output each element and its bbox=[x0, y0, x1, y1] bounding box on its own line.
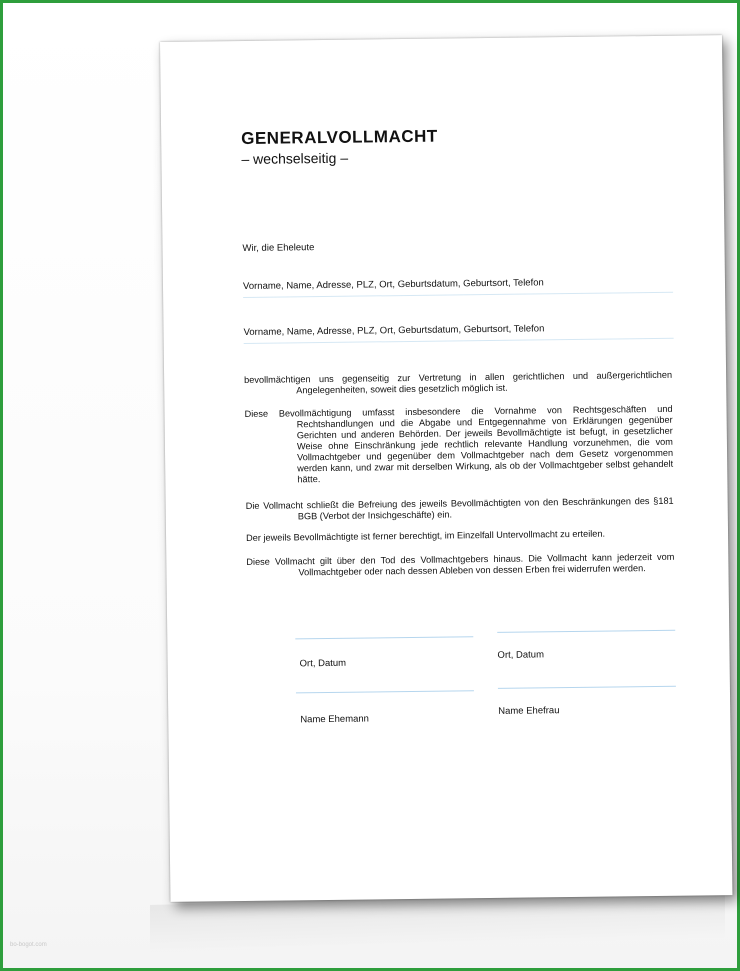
person-field-2-label: Vorname, Name, Adresse, PLZ, Ort, Geburtsdatum, Geburtsort, Telefon bbox=[243, 323, 545, 339]
husband-name-label: Name Ehemann bbox=[300, 713, 370, 726]
watermark-text: bo-bogot.com bbox=[10, 942, 47, 948]
left-name-signature-line bbox=[296, 690, 474, 693]
intro-text: Wir, die Eheleute bbox=[242, 242, 315, 255]
right-name-signature-line bbox=[498, 686, 676, 689]
left-place-date-label: Ort, Datum bbox=[299, 657, 347, 670]
paragraph-5: Diese Vollmacht gilt über den Tod des Vollmachtgebers hinaus. Die Vollmacht kann jederzeit vom Vollmachtgeber oder nach dessen Ableben von dessen Erben frei widerrufen werden. bbox=[246, 551, 675, 578]
wife-name-label: Name Ehefrau bbox=[498, 705, 560, 717]
document-page bbox=[160, 35, 732, 902]
paragraph-1: bevollmächtigen uns gegenseitig zur Vertretung in allen gerichtlichen und außergerichtlichen Angelegenheiten, soweit dies gesetzlich möglich ist. bbox=[244, 369, 673, 396]
right-date-signature-line bbox=[497, 630, 675, 633]
paragraph-4: Der jeweils Bevollmächtigte ist ferner berechtigt, im Einzelfall Untervollmacht zu erteilen. bbox=[246, 528, 606, 543]
paragraph-2: Diese Bevollmächtigung umfasst insbesondere die Vornahme von Rechtsgeschäften und Rechtshandlungen und die Abgabe und Entgegennahme von Erklärungen gegenüber Gerichten und anderen Behörden. Der jeweils Bevollmächtigte ist befugt, in gesetzlicher Weise ohne Einschränkung jede rechtlich relevante Handlung vorzunehmen, die vom Vollmachtgeber und gegenüber dem Vollmachtgeber nach dem Gesetz vorgenommen werden kann, und zwar mit derselben Wirkung, als ob der Vollmachtgeber selbst gehandelt hätte. bbox=[244, 403, 674, 485]
person-field-2-line bbox=[244, 338, 674, 344]
person-field-1-line bbox=[243, 292, 673, 298]
person-field-1-label: Vorname, Name, Adresse, PLZ, Ort, Geburtsdatum, Geburtsort, Telefon bbox=[242, 277, 544, 293]
right-place-date-label: Ort, Datum bbox=[497, 649, 545, 661]
document-subtitle: – wechselseitig – bbox=[241, 149, 349, 168]
left-date-signature-line bbox=[295, 636, 473, 639]
paragraph-3: Die Vollmacht schließt die Befreiung des jeweils Bevollmächtigten von den Beschränkungen des §181 BGB (Verbot der Insichgeschäfte) ein. bbox=[245, 495, 674, 522]
document-title: GENERALVOLLMACHT bbox=[241, 126, 438, 149]
